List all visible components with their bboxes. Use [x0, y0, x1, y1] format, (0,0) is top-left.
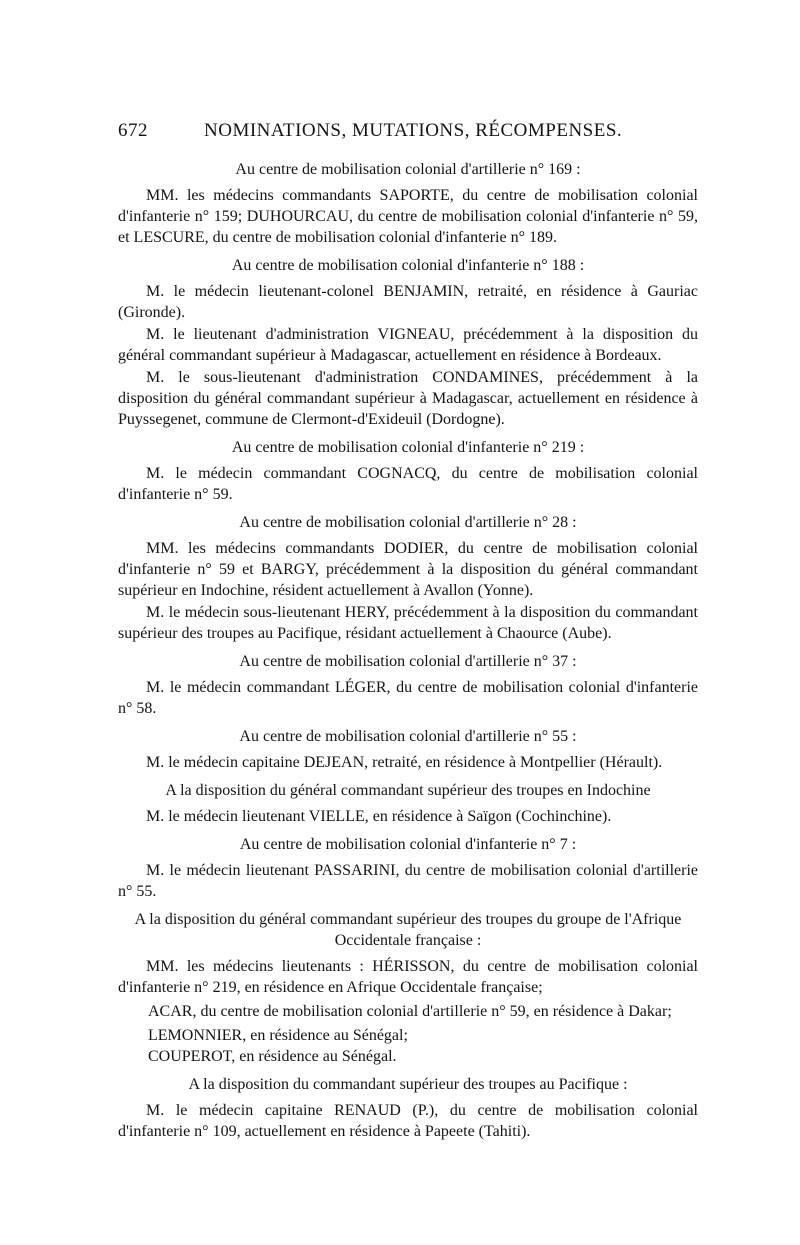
section-heading: Au centre de mobilisation colonial d'infanterie n° 188 :: [231, 257, 585, 274]
document-body: [118, 152, 698, 1143]
section-heading: Au centre de mobilisation colonial d'artillerie n° 169 :: [235, 161, 581, 178]
section-heading: Au centre de mobilisation colonial d'infanterie n° 219 :: [231, 439, 585, 456]
paragraph: MM. les médecins lieutenants : HÉRISSON, du centre de mobilisation colonial d'infanterie n° 219, en résidence en Afrique Occidentale française;: [118, 958, 698, 996]
paragraph: M. le médecin commandant COGNACQ, du centre de mobilisation colonial d'infanterie n° 59.: [118, 465, 698, 503]
paragraph: MM. les médecins commandants DODIER, du centre de mobilisation colonial d'infanterie n° 59 et BARGY, précédemment à la disposition du général commandant supérieur en Indochine, résident actuellement à Avallon (Yonne).: [118, 540, 698, 599]
paragraph: M. le médecin capitaine RENAUD (P.), du centre de mobilisation colonial d'infanterie n° 109, actuellement en résidence à Papeete (Tahiti).: [118, 1102, 698, 1140]
section-heading: A la disposition du général commandant supérieur des troupes en Indochine: [165, 782, 651, 799]
paragraph: M. le médecin capitaine DEJEAN, retraité, en résidence à Montpellier (Hérault).: [146, 754, 663, 771]
sub-item: LEMONNIER, en résidence au Sénégal;: [148, 1027, 408, 1044]
section-heading: Au centre de mobilisation colonial d'artillerie n° 37 :: [239, 653, 577, 670]
paragraph: M. le lieutenant d'administration VIGNEAU, précédemment à la disposition du général commandant supérieur à Madagascar, actuellement en résidence à Bordeaux.: [118, 326, 698, 364]
section-heading: Au centre de mobilisation colonial d'artillerie n° 55 :: [239, 728, 577, 745]
paragraph: M. le médecin lieutenant VIELLE, en résidence à Saïgon (Cochinchine).: [146, 808, 612, 825]
paragraph: M. le médecin lieutenant-colonel BENJAMIN, retraité, en résidence à Gauriac (Gironde).: [118, 283, 698, 321]
sub-item: ACAR, du centre de mobilisation colonial d'artillerie n° 59, en résidence à Dakar;: [148, 1003, 672, 1020]
sub-item: COUPEROT, en résidence au Sénégal.: [148, 1048, 397, 1065]
paragraph: M. le médecin sous-lieutenant HERY, précédemment à la disposition du commandant supérieur des troupes au Pacifique, résidant actuellement à Chaource (Aube).: [118, 604, 698, 642]
section-heading: Au centre de mobilisation colonial d'infanterie n° 7 :: [239, 836, 577, 853]
section-heading: A la disposition du général commandant supérieur des troupes du groupe de l'Afrique Occidentale française :: [134, 911, 682, 949]
paragraph: M. le sous-lieutenant d'administration CONDAMINES, précédemment à la disposition du général commandant supérieur à Madagascar, actuellement en résidence à Puyssegenet, commune de Clermont-d'Exideuil (Dordogne).: [118, 369, 698, 428]
paragraph: MM. les médecins commandants SAPORTE, du centre de mobilisation colonial d'infanterie n° 159; DUHOURCAU, du centre de mobilisation colonial d'infanterie n° 59, et LESCURE, du centre de mobilisation colonial d'infanterie n° 189.: [118, 187, 698, 246]
paragraph: M. le médecin lieutenant PASSARINI, du centre de mobilisation colonial d'artillerie n° 55.: [118, 862, 698, 900]
running-header: [118, 120, 700, 148]
page-number: 672: [118, 120, 148, 141]
section-heading: Au centre de mobilisation colonial d'artillerie n° 28 :: [239, 514, 577, 531]
paragraph: M. le médecin commandant LÉGER, du centre de mobilisation colonial d'infanterie n° 58.: [118, 679, 698, 717]
section-heading: A la disposition du commandant supérieur des troupes au Pacifique :: [188, 1076, 628, 1093]
running-title: NOMINATIONS, MUTATIONS, RÉCOMPENSES.: [204, 120, 623, 141]
